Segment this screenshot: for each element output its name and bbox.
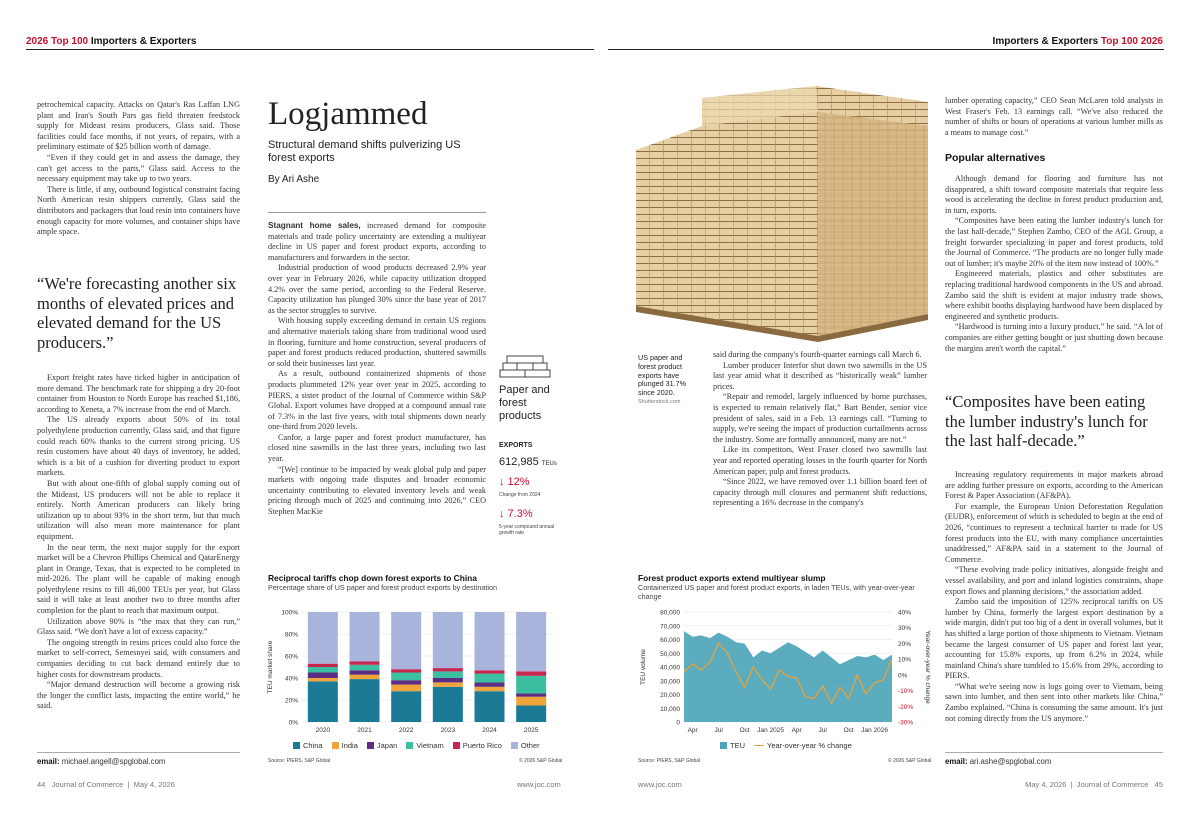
y2-tick-label: -10%: [898, 688, 914, 696]
left-running-header: 2026 Top 100 Importers & Exporters: [26, 36, 197, 47]
legend-item-puerto-rico: [453, 741, 502, 750]
bar-segment-india-2023: [433, 682, 463, 686]
bar-segment-china-2024: [475, 691, 505, 722]
bar-segment-china-2021: [350, 679, 380, 722]
bar-segment-japan-2023: [433, 678, 463, 682]
bar-segment-puerto-rico-2024: [475, 670, 505, 673]
bar-segment-china-2023: [433, 687, 463, 722]
bar-segment-vietnam-2021: [350, 665, 380, 671]
x-tick-label: 2023: [440, 727, 456, 734]
legend-swatch: [406, 742, 413, 749]
legend-label: Other: [520, 741, 540, 750]
y-tick-label: 40%: [284, 675, 298, 683]
legend-item-china: [293, 741, 323, 750]
y-axis-label: TEU market share: [267, 640, 274, 694]
stats-cagr-label: 5-year compound annual growth rate: [499, 524, 555, 536]
x-tick-label: 2021: [357, 727, 372, 734]
left-footer-url[interactable]: www.joc.com: [517, 780, 561, 789]
right-email: email: ari.ashe@spglobal.com: [945, 757, 1052, 766]
legend-item-vietnam: [406, 741, 443, 750]
left-column-bottom: Export freight rates have ticked higher in anticipation of more demand. The benchmark rate for shipping a dry 20-foot container from Houston to North Europe has reached $1,186, according to Xeneta, a 7% increase from the end of March. The US already exports about 50% of its total polyethylene production currently, Glass said, and that figure could reach 60% thanks to the current strong pricing. US resin customers have about 40 days of inventory, he added, which is a bit of a cushion for diverting product to export markets. But with about one-fifth of global supply coming out of the Mideast, US producers will not be able to replace it entirely. North American producers can likely bring utilization up to about 93% in the short term, but that much utilization will also mean more maintenance for plant equipment. In the near term, the next major supply for the export market will be a Chevron Phillips Chemical and QatarEnergy plant in Orange, Texas, that is expected to be completed in mid-2026. The plant will be capable of making enough polyethylene resins to fill 46,000 TEUs per year, but Glass said it will take at least another two to three months after completion for the plant to reach that maximum output. Utilization above 90% is “the max that they can run,” Glass said. “We don't have a lot of excess capacity.” The ongoing strength in resins prices could also force the market to self-correct, Semesnyei said, with consumers and companies deciding to cut back demand entirely due to higher costs for downstream products. “Major demand destruction will become a growing risk the longer the conflict lasts, impacting the entire world,” he said.: [37, 373, 240, 711]
legend-item-year-over-year-change: [754, 741, 852, 750]
legend-label: Japan: [376, 741, 398, 750]
bar-segment-other-2020: [308, 612, 338, 664]
legend-label: India: [341, 741, 358, 750]
chart2-source: Source: PIERS, S&P Global: [638, 758, 701, 764]
bar-segment-japan-2021: [350, 670, 380, 674]
legend-swatch: [293, 742, 300, 749]
stats-change-value: ↓ 12%: [499, 476, 530, 488]
right-pullquote: “Composites have been eating the lumber industry's lunch for the last half-decade.”: [945, 392, 1148, 450]
bar-segment-puerto-rico-2021: [350, 662, 380, 665]
stats-change-label: Change from 2024: [499, 492, 541, 498]
legend-item-other: [511, 741, 540, 750]
legend-swatch: [720, 742, 727, 749]
bar-segment-other-2023: [433, 612, 463, 668]
x-tick-label: Jan 2026: [861, 727, 889, 734]
x-tick-label: Jul: [714, 727, 723, 734]
legend-swatch: [367, 742, 374, 749]
bar-segment-other-2024: [475, 612, 505, 670]
stats-cagr-value: ↓ 7.3%: [499, 508, 533, 520]
article-deck: Structural demand shifts pulverizing US forest exports: [268, 139, 461, 164]
stats-exports-label: EXPORTS: [499, 442, 533, 449]
x-tick-label: Jul: [818, 727, 827, 734]
x-tick-label: Oct: [739, 727, 750, 734]
bar-segment-vietnam-2022: [391, 673, 421, 681]
legend-label: Puerto Rico: [462, 741, 502, 750]
y2-tick-label: 40%: [898, 609, 912, 617]
legend-label: China: [303, 741, 323, 750]
bar-segment-china-2022: [391, 691, 421, 722]
right-email-rule: [945, 752, 1163, 753]
right-column-middle: Although demand for flooring and furniture has not disappeared, a shift toward composite materials that require less wood is accelerating the decline in forest product production and, in turn, exports. “Composites have been eating the lumber industry's lunch for the last half-decade,” Stephen Zambo, CEO of the AGL Group, a freight forwarder specializing in paper and forest products, told the Journal of Commerce. “The products are no longer fully made out of lumber; it's maybe 20% of the item now instead of 100%.” Engineered materials, plastics and other substitutes are replacing traditional hardwood components in the US and abroad. Zambo said the shift is evident at major industry trade shows, where exhibit booths displaying hardwood have been displaced by engineered and synthetic products. “Hardwood is turning into a luxury product,” he said. “A lot of companies are either getting bought or just shutting down because the margins aren't worth the capital.”: [945, 174, 1163, 353]
bar-segment-china-2025: [516, 706, 546, 723]
bar-segment-india-2022: [391, 685, 421, 692]
legend-label: Year-over-year % change: [767, 741, 852, 750]
right-footer-url[interactable]: www.joc.com: [638, 780, 682, 789]
bar-segment-vietnam-2024: [475, 674, 505, 683]
left-pullquote: “We're forecasting another six months of elevated prices and elevated demand for the US producers.”: [37, 274, 237, 352]
y-tick-label: 20%: [284, 697, 298, 705]
left-column-top: petrochemical capacity. Attacks on Qatar's Ras Laffan LNG plant and Iran's South Pars gas field threaten feedstock supply for Mideast resins producers, Glass said. Those facilities could face months, if not years, of repairs, with a preliminary estimate of $25 billion worth of damage. “Even if they could get in and assess the damage, they can't get access to the parts,” Glass said. Access to the necessary equipment may take up to two years. There is little, if any, outbound logistical constraint facing North American resin shippers currently, Glass said the distributors and packagers that load resin into containers have enough capacity for more volumes, and container ships have ample space.: [37, 100, 240, 237]
bar-segment-india-2020: [308, 678, 338, 681]
y-tick-label: 50,000: [660, 650, 680, 658]
left-footer: 44 Journal of Commerce | May 4, 2026: [37, 780, 175, 789]
y2-tick-label: 10%: [898, 656, 912, 664]
x-tick-label: Oct: [843, 727, 854, 734]
y-tick-label: 80,000: [660, 609, 680, 617]
y-tick-label: 60,000: [660, 637, 680, 644]
article-title: Logjammed: [268, 96, 428, 132]
chart1-subtitle: Percentage share of US paper and forest product exports by destination: [268, 583, 497, 592]
y-tick-label: 10,000: [660, 705, 680, 713]
bar-segment-puerto-rico-2025: [516, 671, 546, 675]
bar-segment-india-2024: [475, 687, 505, 691]
legend-label: TEU: [730, 741, 745, 750]
x-tick-label: Jan 2025: [757, 727, 785, 734]
stats-exports-value: 612,985 TEUs: [499, 456, 557, 468]
article-rule: [268, 212, 486, 213]
y2-tick-label: 0%: [898, 672, 908, 680]
article-body: Stagnant home sales, increased demand for composite materials and trade policy uncertainty are extending a multiyear decline in US paper and forest product exports, according to manufacturers and forwarders in the sector. Industrial production of wood products decreased 2.9% year over year in February 2026, while capacity utilization dropped 4.2% over the same period, according to the Federal Reserve. Capacity utilization has plunged 30% since the base year of 2017 as the sector struggles to survive. With housing supply exceeding demand in certain US regions and alternative materials taking share from traditional wood used in flooring, furniture and home construction, several producers of paper and forest products reduced production, shuttered sawmills or sold their businesses last year. As a result, outbound containerized shipments of those products plummeted 12% year over year in 2025, according to PIERS, a sister product of the Journal of Commerce within S&P Global. Export volumes have dropped at a compound annual rate of 7.3% in the last five years, with total shipments down nearly one-third from 2020 levels. Canfor, a large paper and forest product manufacturer, has closed nine sawmills in the last three years, including two last year. “[We] continue to be impacted by weak global pulp and paper markets with ongoing trade disputes and broader economic uncertainty contributing to elevated inventory levels and weak pricing through much of 2025 and continuing into 2026,” CEO Stephen MacKie: [268, 221, 486, 517]
bar-segment-puerto-rico-2022: [391, 669, 421, 672]
y2-tick-label: 20%: [898, 640, 912, 648]
middle-column: said during the company's fourth-quarter earnings call March 6. Lumber producer Interfor shut down two sawmills in the US last year amid what it described as “historically weak” lumber prices. “Repair and remodel, largely influenced by home purchases, is expected to remain relatively flat,” Bart Bender, senior vice president of sales, said in a Feb. 13 earnings call. “Turning to supply, we're seeing the impact of production curtailments across the industry. Some are formally announced, many are not.” Like its competitors, West Fraser closed two sawmills last year and reported operating losses in the fourth quarter for North American paper, pulp and forest products. “Since 2022, we have removed over 1.1 billion board feet of capacity through mill closures and permanent shift reductions, representing a 16% decrease in the company's: [713, 350, 927, 508]
article-byline: By Ari Ashe: [268, 174, 320, 185]
legend-label: Vietnam: [416, 741, 444, 750]
legend-swatch: [453, 742, 460, 749]
left-email-link[interactable]: michael.angell@spglobal.com: [61, 757, 166, 766]
bar-segment-japan-2025: [516, 693, 546, 696]
bar-segment-china-2020: [308, 681, 338, 722]
y-tick-label: 100%: [281, 609, 298, 617]
subhead-popular-alternatives: Popular alternatives: [945, 152, 1046, 164]
bar-segment-vietnam-2020: [308, 667, 338, 673]
chart1-copyright: © 2026 S&P Global: [519, 758, 563, 764]
y-tick-label: 0%: [288, 719, 298, 727]
left-header-rule: [26, 49, 594, 50]
chart1-title: Reciprocal tariffs chop down forest exports to China: [268, 573, 477, 583]
bar-segment-japan-2024: [475, 682, 505, 686]
y-tick-label: 0: [676, 719, 680, 727]
photo-caption: US paper and forest product exports have plunged 31.7% since 2020.: [638, 353, 686, 398]
x-tick-label: 2024: [482, 727, 497, 734]
bar-segment-japan-2020: [308, 673, 338, 679]
bar-segment-japan-2022: [391, 680, 421, 684]
bar-segment-vietnam-2023: [433, 671, 463, 678]
left-email-rule: [37, 752, 240, 753]
bar-segment-other-2022: [391, 612, 421, 669]
chart2-title: Forest product exports extend multiyear slump: [638, 573, 826, 583]
x-tick-label: 2025: [523, 727, 539, 734]
legend-swatch: [332, 742, 339, 749]
legend-item-japan: [367, 741, 397, 750]
legend-item-teu: [720, 741, 745, 750]
right-column-top: lumber operating capacity,” CEO Sean McLaren told analysts in West Fraser's Feb. 13 earnings call. “We've also reduced the number of shifts or hours of operations at various lumber mills as a means to manage cost.”: [945, 96, 1163, 137]
y-tick-label: 70,000: [660, 623, 680, 631]
x-tick-label: 2020: [315, 727, 331, 734]
y-tick-label: 30,000: [660, 678, 680, 686]
bar-segment-india-2025: [516, 697, 546, 706]
right-column-bottom: Increasing regulatory requirements in major markets abroad are adding further pressure on exports, according to the American Forest & Paper Association (AF&PA). For example, the European Union Deforestation Regulation (EUDR), enforcement of which is scheduled to begin at the end of 2026, “continues to represent a technical barrier to trade for US forest products into the EU, with many compliance uncertainties unaddressed,” AF&PA said in a statement to the Journal of Commerce. “These evolving trade policy initiatives, alongside freight and vessel availability, and port and inland logistics constraints, shape export flows and planning decisions,” the association added. Zambo said the imposition of 125% reciprocal tariffs on US lumber by China, formerly the largest export destination by a wide margin, didn't put too big of a dent in overall volumes, but it has shifted a large portion of those shipments to Vietnam. Vietnam became the largest consumer of US paper and forest last year, accounting for 15.8% exports, up from 6.2% in 2024, while mainland China's share tumbled to 15.6% from 29%, according to PIERS. “What we're seeing now is logs going over to Vietnam, being sawn into lumber, and then sent into other markets like China,” Zambo explained. “China is consuming the same amount. It's just not coming directly from the US anymore.”: [945, 470, 1163, 723]
x-tick-label: Apr: [687, 727, 698, 734]
legend-swatch: [754, 745, 764, 747]
right-running-header: Importers & Exporters Top 100 2026: [992, 36, 1163, 47]
chart2-subtitle: Containerized US paper and forest product exports, in laden TEUs, with year-over-year change: [638, 583, 915, 601]
legend-item-india: [332, 741, 358, 750]
right-email-link[interactable]: ari.ashe@spglobal.com: [969, 757, 1052, 766]
chart1-stacked-bar: [262, 600, 562, 740]
stats-category: Paper and forest products: [499, 384, 550, 422]
y-tick-label: 80%: [284, 631, 298, 639]
chart1-legend: [293, 741, 540, 750]
x-tick-label: Apr: [791, 727, 802, 734]
y-axis-label: TEU volume: [640, 649, 647, 685]
paper-stack-icon: [499, 355, 551, 379]
y-tick-label: 20,000: [660, 692, 680, 699]
y-tick-label: 40,000: [660, 664, 680, 672]
right-footer: May 4, 2026 | Journal of Commerce 45: [1025, 780, 1163, 789]
chart2-area-line: [636, 604, 932, 738]
y2-tick-label: -30%: [898, 719, 914, 727]
bar-segment-other-2021: [350, 612, 380, 662]
bar-segment-other-2025: [516, 612, 546, 671]
y2-tick-label: -20%: [898, 703, 914, 711]
chart1-source: Source: PIERS, S&P Global: [268, 758, 331, 764]
bar-segment-vietnam-2025: [516, 676, 546, 694]
legend-swatch: [511, 742, 518, 749]
y-tick-label: 60%: [284, 653, 298, 661]
y2-tick-label: 30%: [898, 625, 912, 633]
chart2-copyright: © 2026 S&P Global: [888, 758, 932, 764]
bar-segment-india-2021: [350, 675, 380, 679]
bar-segment-puerto-rico-2023: [433, 668, 463, 671]
y2-axis-label: Year-over-year % change: [924, 630, 931, 704]
x-tick-label: 2022: [398, 727, 414, 734]
chart2-legend: [720, 741, 852, 750]
lumber-stack-photo: [636, 82, 930, 344]
left-email: email: michael.angell@spglobal.com: [37, 757, 166, 766]
right-header-rule: [608, 49, 1164, 50]
bar-segment-puerto-rico-2020: [308, 664, 338, 667]
photo-credit: Shutterstock.com: [638, 399, 681, 405]
